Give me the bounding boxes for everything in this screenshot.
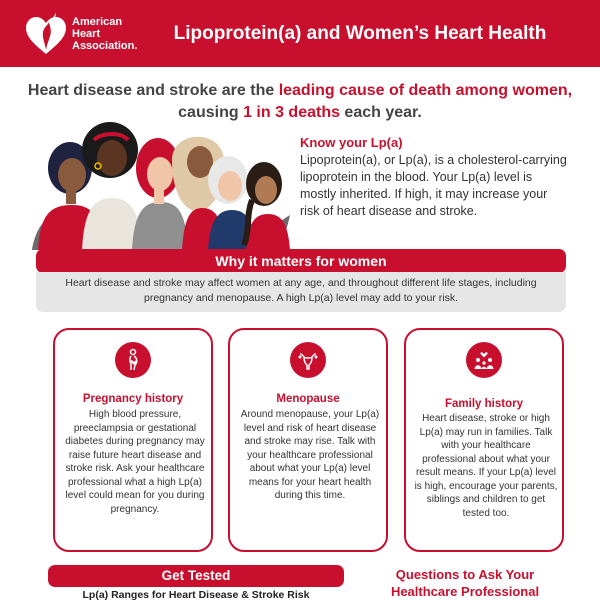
- headline-text: each year.: [339, 104, 422, 121]
- headline-text: Heart disease and stroke are the: [27, 82, 279, 99]
- questions-heading: [372, 566, 558, 600]
- family-icon: [466, 342, 502, 378]
- why-it-matters-body: Heart disease and stroke may affect women at any age, and throughout different life stages, including pregnancy and menopause. A high Lp(a) level may add to your risk.: [36, 272, 566, 312]
- pregnancy-icon: [115, 342, 151, 378]
- card-body: Heart disease, stroke or high Lp(a) may run in families. Talk with your healthcare professional about what your result means. If your Lp(a) level is high, encourage your parents, siblings and children to get tested too.: [414, 413, 558, 519]
- logo-line: Association.: [72, 40, 138, 52]
- questions-line: Questions to Ask Your: [395, 567, 535, 582]
- card-title: Family history: [445, 398, 523, 410]
- aha-logo: [22, 10, 138, 58]
- heart-torch-icon: [22, 10, 70, 58]
- get-tested-subtitle: Lp(a) Ranges for Heart Disease & Stroke Risk: [82, 589, 310, 600]
- page-title: Lipoprotein(a) and Women’s Heart Health: [173, 23, 547, 44]
- card-menopause: [228, 328, 388, 552]
- header-banner: [0, 0, 600, 67]
- card-family-history: [404, 328, 564, 552]
- headline-highlight: 1 in 3 deaths: [243, 104, 340, 121]
- logo-wordmark: [72, 16, 138, 52]
- card-body: Around menopause, your Lp(a) level and risk of heart disease and stroke may rise. Talk with your healthcare professional about what your Lp(a) level means for your heart health during this time.: [240, 409, 380, 501]
- know-body: Lipoprotein(a), or Lp(a), is a cholesterol-carrying lipoprotein in the blood. Your Lp(a) level is mostly inherited. If high, it may increase your risk of heart disease and stroke.: [300, 153, 567, 218]
- card-title: Menopause: [276, 393, 340, 405]
- uterus-icon: [290, 342, 326, 378]
- why-it-matters-header: Why it matters for women: [36, 249, 566, 273]
- headline-highlight: leading cause of death among women,: [278, 82, 573, 99]
- logo-line: Heart: [72, 28, 101, 40]
- card-title: Pregnancy history: [82, 393, 184, 405]
- headline: [20, 80, 580, 124]
- know-title: Know your Lp(a): [300, 135, 403, 150]
- card-pregnancy-history: [53, 328, 213, 552]
- logo-line: American: [72, 16, 123, 28]
- card-body: High blood pressure, preeclampsia or gestational diabetes during pregnancy may raise future heart disease and stroke risk. Ask your healthcare professional what a high Lp(a) level could mean for you during pregnancy.: [65, 409, 205, 515]
- headline-text: causing: [178, 104, 244, 121]
- women-illustration: [32, 120, 292, 250]
- get-tested-header: Get Tested: [48, 565, 344, 587]
- know-your-lpa: [300, 134, 570, 220]
- questions-line: Healthcare Professional: [390, 584, 540, 599]
